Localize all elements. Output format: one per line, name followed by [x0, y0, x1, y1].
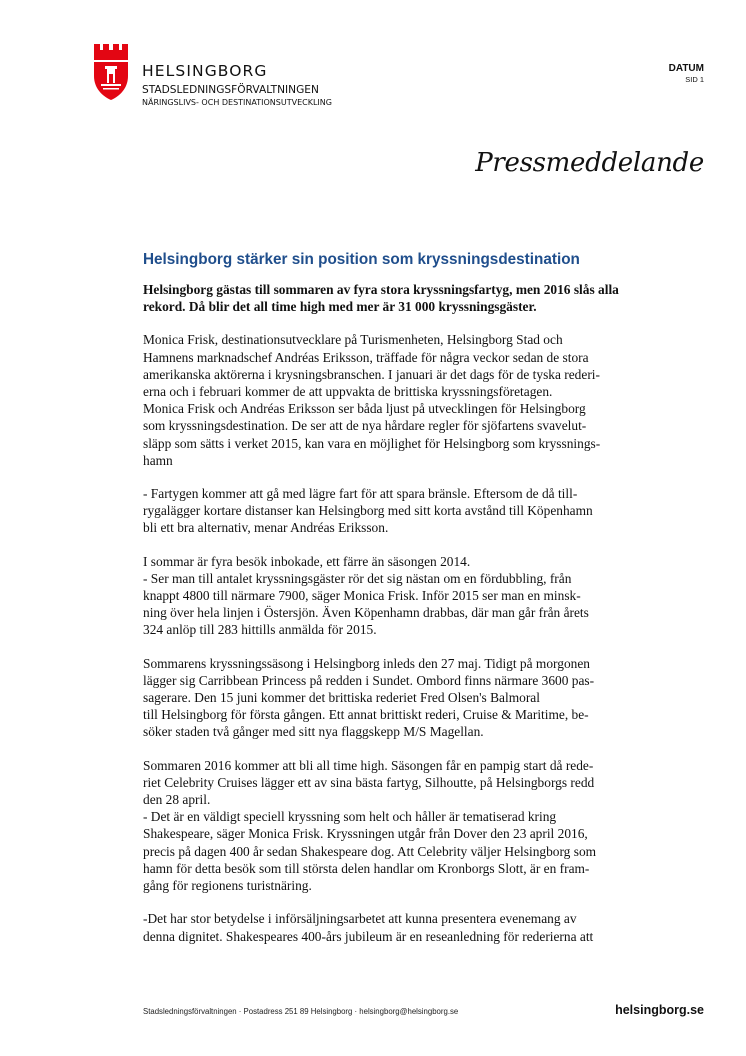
- paragraph-3: [143, 553, 609, 639]
- paragraph-2: [143, 485, 609, 537]
- text-line: amerikanska aktörerna i krysningsbranschen. I januari är det dags för de tyska rederi-: [143, 366, 600, 382]
- text-line: Sommarens kryssningssäsong i Helsingborg inleds den 27 maj. Tidigt på morgonen: [143, 655, 590, 671]
- text-line: erna och i februari kommer de att uppvakta de brittiska kryssningsföretagen.: [143, 384, 553, 400]
- organization-block: [142, 62, 332, 109]
- paragraph-1: [143, 331, 609, 469]
- document-type-title: Pressmeddelande: [475, 148, 704, 178]
- text-line: Shakespeare, säger Monica Frisk. Kryssningen utgår från Dover den 23 april 2016,: [143, 826, 588, 842]
- helsingborg-crest-icon: [92, 44, 130, 100]
- text-line: släpp som sätts i verket 2015, kan vara en möjlighet för Helsingborg som kryssnings-: [143, 435, 601, 451]
- text-line: bli ett bra alternativ, menar Andréas Eriksson.: [143, 520, 389, 536]
- footer-address: Stadsledningsförvaltningen · Postadress 251 89 Helsingborg · helsingborg@helsingborg.se: [143, 1007, 459, 1016]
- text-line: gång för regionens turistnäring.: [143, 878, 312, 894]
- paragraph-6: [143, 910, 609, 944]
- article-headline: Helsingborg stärker sin position som kryssningsdestination: [143, 251, 580, 268]
- text-line: Monica Frisk, destinationsutvecklare på Turismenheten, Helsingborg Stad och: [143, 332, 563, 348]
- text-line: -Det har stor betydelse i införsäljningsarbetet att kunna presentera evenemang av: [143, 911, 577, 927]
- text-line: rygalägger kortare distanser kan Helsingborg med sitt korta avstånd till Köpenhamn: [143, 503, 593, 519]
- text-line: - Det är en väldigt speciell kryssning som helt och håller är tematiserad kring: [143, 809, 557, 825]
- datum-label: DATUM: [668, 63, 704, 74]
- text-line: denna dignitet. Shakespeares 400-års jubileum är en reseanledning för rederierna att: [143, 928, 594, 944]
- text-line: ning över hela linjen i Östersjön. Även Köpenhamn drabbas, där man går från årets: [143, 605, 589, 621]
- text-line: precis på dagen 400 år sedan Shakespeare dog. Att Celebrity väljer Helsingborg som: [143, 843, 597, 859]
- paragraph-4: [143, 655, 609, 741]
- text-line: Hamnens marknadschef Andréas Eriksson, träffade för några veckor sedan de stora: [143, 349, 589, 365]
- text-line: Sommaren 2016 kommer att bli all time high. Säsongen får en pampig start då rede-: [143, 757, 594, 773]
- paragraph-5: [143, 757, 609, 895]
- text-line: som kryssningsdestination. De ser att de nya hårdare regler för sjöfartens svavelut-: [143, 418, 587, 434]
- unit-name: NÄRINGSLIVS- OCH DESTINATIONSUTVECKLING: [142, 98, 332, 107]
- text-line: 324 anlöp till 283 hittills anmälda för 2015.: [143, 622, 377, 638]
- text-line: - Fartygen kommer att gå med lägre fart för att spara bränsle. Eftersom de då till-: [143, 486, 578, 502]
- article-lead: [143, 281, 619, 315]
- text-line: hamn: [143, 452, 173, 468]
- text-line: den 28 april.: [143, 792, 211, 808]
- page-number: SID 1: [685, 75, 704, 84]
- text-line: - Ser man till antalet kryssningsgäster rör det sig nästan om en fördubbling, från: [143, 570, 572, 586]
- lead-line: rekord. Då blir det all time high med mer är 31 000 kryssningsgäster.: [143, 299, 537, 315]
- text-line: till Helsingborg för första gången. Ett annat brittiskt rederi, Cruise & Maritime, be-: [143, 707, 589, 723]
- organization-name: HELSINGBORG: [142, 62, 268, 80]
- text-line: lägger sig Carribbean Princess på redden i Sundet. Ombord finns närmare 3600 pas-: [143, 672, 595, 688]
- text-line: knappt 4800 till närmare 7900, säger Monica Frisk. Inför 2015 ser man en minsk-: [143, 588, 581, 604]
- article-body: [143, 251, 619, 961]
- text-line: hamn för detta besök som till största delen handlar om Kronborgs Slott, är en fram-: [143, 860, 590, 876]
- lead-line: Helsingborg gästas till sommaren av fyra stora kryssningsfartyg, men 2016 slås alla: [143, 282, 619, 297]
- text-line: I sommar är fyra besök inbokade, ett färre än säsongen 2014.: [143, 553, 471, 569]
- text-line: riet Celebrity Cruises lägger ett av sina bästa fartyg, Silhoutte, på Helsingborgs redd: [143, 774, 595, 790]
- footer-website-link[interactable]: helsingborg.se: [615, 1003, 704, 1017]
- text-line: sagerare. Den 15 juni kommer det brittiska rederiet Fred Olsen's Balmoral: [143, 690, 540, 706]
- text-line: söker staden två gånger med sitt nya flaggskepp M/S Magellan.: [143, 724, 484, 740]
- department-name: STADSLEDNINGSFÖRVALTNINGEN: [142, 84, 319, 96]
- date-block: [669, 63, 704, 85]
- text-line: Monica Frisk och Andréas Eriksson ser båda ljust på utvecklingen för Helsingborg: [143, 401, 586, 417]
